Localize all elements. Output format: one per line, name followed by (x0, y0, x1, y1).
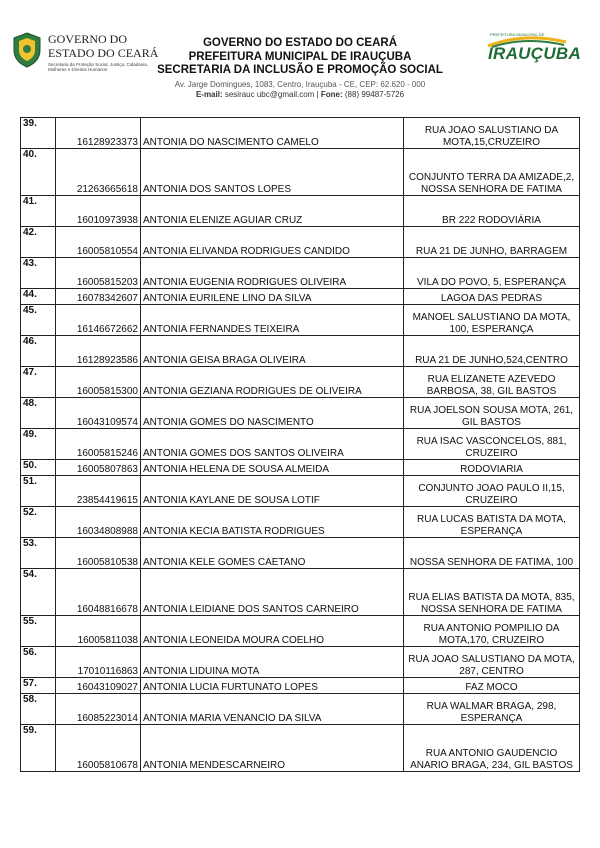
row-number: 41. (21, 196, 56, 227)
table-row (21, 569, 580, 616)
document-header (0, 0, 600, 112)
beneficiary-address: RUA 21 DE JUNHO,524,CENTRO (404, 336, 580, 367)
table-row (21, 289, 580, 305)
beneficiary-name: ANTONIA LEIDIANE DOS SANTOS CARNEIRO (141, 569, 404, 616)
table-row (21, 118, 580, 149)
beneficiary-name: ANTONIA DOS SANTOS LOPES (141, 149, 404, 196)
ceara-government-logo (12, 30, 159, 78)
nis-number: 16010973938 (56, 196, 141, 227)
table-row (21, 725, 580, 772)
beneficiary-address: NOSSA SENHORA DE FATIMA, 100 (404, 538, 580, 569)
beneficiary-address: RUA JOELSON SOUSA MOTA, 261, GIL BASTOS (404, 398, 580, 429)
nis-number: 16146672662 (56, 305, 141, 336)
table-row (21, 258, 580, 289)
nis-number: 16005810554 (56, 227, 141, 258)
beneficiary-name: ANTONIA KECIA BATISTA RODRIGUES (141, 507, 404, 538)
beneficiary-name: ANTONIA LEONEIDA MOURA COELHO (141, 616, 404, 647)
table-row (21, 398, 580, 429)
iraucuba-logo (484, 32, 582, 76)
gov-logo-subtitle: Secretaria da Proteção Social, Justiça, Cidadania, Mulheres e Direitos Humanos (48, 62, 149, 72)
beneficiary-name: ANTONIA ELENIZE AGUIAR CRUZ (141, 196, 404, 227)
beneficiary-name: ANTONIA GOMES DOS SANTOS OLIVEIRA (141, 429, 404, 460)
gov-logo-line1: GOVERNO DO (48, 32, 127, 46)
beneficiary-address: RUA JOAO SALUSTIANO DA MOTA,15,CRUZEIRO (404, 118, 580, 149)
table-row (21, 227, 580, 258)
table-row (21, 305, 580, 336)
nis-number: 16085223014 (56, 694, 141, 725)
beneficiary-name: ANTONIA DO NASCIMENTO CAMELO (141, 118, 404, 149)
beneficiary-name: ANTONIA KELE GOMES CAETANO (141, 538, 404, 569)
nis-number: 16048816678 (56, 569, 141, 616)
nis-number: 23854419615 (56, 476, 141, 507)
title-secretariat: SECRETARIA DA INCLUSÃO E PROMOÇÃO SOCIAL (157, 64, 443, 76)
beneficiary-name: ANTONIA EURILENE LINO DA SILVA (141, 289, 404, 305)
row-number: 45. (21, 305, 56, 336)
beneficiary-name: ANTONIA MARIA VENANCIO DA SILVA (141, 694, 404, 725)
beneficiary-address: BR 222 RODOVIÁRIA (404, 196, 580, 227)
beneficiary-address: MANOEL SALUSTIANO DA MOTA, 100, ESPERANÇA (404, 305, 580, 336)
beneficiary-name: ANTONIA LUCIA FURTUNATO LOPES (141, 678, 404, 694)
nis-number: 16128923373 (56, 118, 141, 149)
nis-number: 16043109574 (56, 398, 141, 429)
table-body (21, 118, 580, 772)
right-logo-name: IRAUÇUBA (488, 44, 582, 63)
row-number: 43. (21, 258, 56, 289)
beneficiary-address: RUA JOAO SALUSTIANO DA MOTA, 287, CENTRO (404, 647, 580, 678)
beneficiary-name: ANTONIA KAYLANE DE SOUSA LOTIF (141, 476, 404, 507)
nis-number: 16005815246 (56, 429, 141, 460)
beneficiary-address: LAGOA DAS PEDRAS (404, 289, 580, 305)
nis-number: 16005810678 (56, 725, 141, 772)
beneficiary-name: ANTONIA LIDUINA MOTA (141, 647, 404, 678)
nis-number: 16005811038 (56, 616, 141, 647)
row-number: 56. (21, 647, 56, 678)
ceara-crest-icon (12, 32, 42, 68)
beneficiaries-table (20, 117, 580, 772)
beneficiary-address: RUA ELIZANETE AZEVEDO BARBOSA, 38, GIL BASTOS (404, 367, 580, 398)
phone-value: (88) 99487-5726 (344, 89, 405, 99)
table-row (21, 694, 580, 725)
beneficiary-address: RUA ANTONIO POMPILIO DA MOTA,170, CRUZEIRO (404, 616, 580, 647)
beneficiary-address: RUA ELIAS BATISTA DA MOTA, 835, NOSSA SENHORA DE FATIMA (404, 569, 580, 616)
row-number: 59. (21, 725, 56, 772)
beneficiary-name: ANTONIA FERNANDES TEIXEIRA (141, 305, 404, 336)
gov-logo-line2: ESTADO DO CEARÁ (48, 46, 159, 60)
beneficiary-address: FAZ MOCO (404, 678, 580, 694)
row-number: 48. (21, 398, 56, 429)
beneficiary-address: RODOVIARIA (404, 460, 580, 476)
row-number: 52. (21, 507, 56, 538)
nis-number: 16043109027 (56, 678, 141, 694)
table-row (21, 507, 580, 538)
table-row (21, 616, 580, 647)
beneficiary-address: CONJUNTO JOAO PAULO II,15, CRUZEIRO (404, 476, 580, 507)
nis-number: 16128923586 (56, 336, 141, 367)
beneficiary-name: ANTONIA MENDESCARNEIRO (141, 725, 404, 772)
row-number: 54. (21, 569, 56, 616)
row-number: 55. (21, 616, 56, 647)
beneficiary-address: RUA WALMAR BRAGA, 298, ESPERANÇA (404, 694, 580, 725)
beneficiary-address: RUA LUCAS BATISTA DA MOTA, ESPERANÇA (404, 507, 580, 538)
row-number: 39. (21, 118, 56, 149)
beneficiary-name: ANTONIA GOMES DO NASCIMENTO (141, 398, 404, 429)
table-row (21, 429, 580, 460)
header-contact (150, 90, 450, 100)
right-logo-small-text: PREFEITURA MUNICIPAL DE (490, 32, 545, 37)
beneficiary-name: ANTONIA GEZIANA RODRIGUES DE OLIVEIRA (141, 367, 404, 398)
header-titles (150, 37, 450, 100)
beneficiary-address: CONJUNTO TERRA DA AMIZADE,2, NOSSA SENHORA DE FATIMA (404, 149, 580, 196)
beneficiary-name: ANTONIA EUGENIA RODRIGUES OLIVEIRA (141, 258, 404, 289)
title-municipality: PREFEITURA MUNICIPAL DE IRAUÇUBA (188, 50, 412, 63)
table-row (21, 460, 580, 476)
table-row (21, 476, 580, 507)
table-row (21, 647, 580, 678)
row-number: 58. (21, 694, 56, 725)
row-number: 50. (21, 460, 56, 476)
row-number: 47. (21, 367, 56, 398)
title-state: GOVERNO DO ESTADO DO CEARÁ (202, 37, 398, 49)
phone-label: Fone: (320, 89, 343, 99)
beneficiary-address: RUA ANTONIO GAUDENCIO ANARIO BRAGA, 234, GIL BASTOS (404, 725, 580, 772)
row-number: 42. (21, 227, 56, 258)
row-number: 44. (21, 289, 56, 305)
email-label: E-mail: (195, 89, 223, 99)
header-address: Av. Jarge Domingues, 1083, Centro, Irauçuba - CE, CEP: 62.620 - 000 (174, 79, 426, 89)
nis-number: 16005810538 (56, 538, 141, 569)
beneficiary-address: RUA 21 DE JUNHO, BARRAGEM (404, 227, 580, 258)
row-number: 49. (21, 429, 56, 460)
row-number: 53. (21, 538, 56, 569)
nis-number: 21263665618 (56, 149, 141, 196)
beneficiary-name: ANTONIA GEISA BRAGA OLIVEIRA (141, 336, 404, 367)
table-row (21, 149, 580, 196)
contact-separator: | (316, 89, 319, 99)
nis-number: 16005815203 (56, 258, 141, 289)
beneficiary-name: ANTONIA ELIVANDA RODRIGUES CANDIDO (141, 227, 404, 258)
row-number: 57. (21, 678, 56, 694)
table-row (21, 336, 580, 367)
row-number: 51. (21, 476, 56, 507)
email-value: sesirauc ubc@gmail.com (224, 89, 315, 99)
beneficiary-name: ANTONIA HELENA DE SOUSA ALMEIDA (141, 460, 404, 476)
nis-number: 16005815300 (56, 367, 141, 398)
table-row (21, 367, 580, 398)
table-row (21, 196, 580, 227)
beneficiary-address: RUA ISAC VASCONCELOS, 881, CRUZEIRO (404, 429, 580, 460)
beneficiary-address: VILA DO POVO, 5, ESPERANÇA (404, 258, 580, 289)
table-row (21, 538, 580, 569)
table-row (21, 678, 580, 694)
row-number: 46. (21, 336, 56, 367)
nis-number: 16034808988 (56, 507, 141, 538)
nis-number: 16078342607 (56, 289, 141, 305)
row-number: 40. (21, 149, 56, 196)
nis-number: 17010116863 (56, 647, 141, 678)
nis-number: 16005807863 (56, 460, 141, 476)
